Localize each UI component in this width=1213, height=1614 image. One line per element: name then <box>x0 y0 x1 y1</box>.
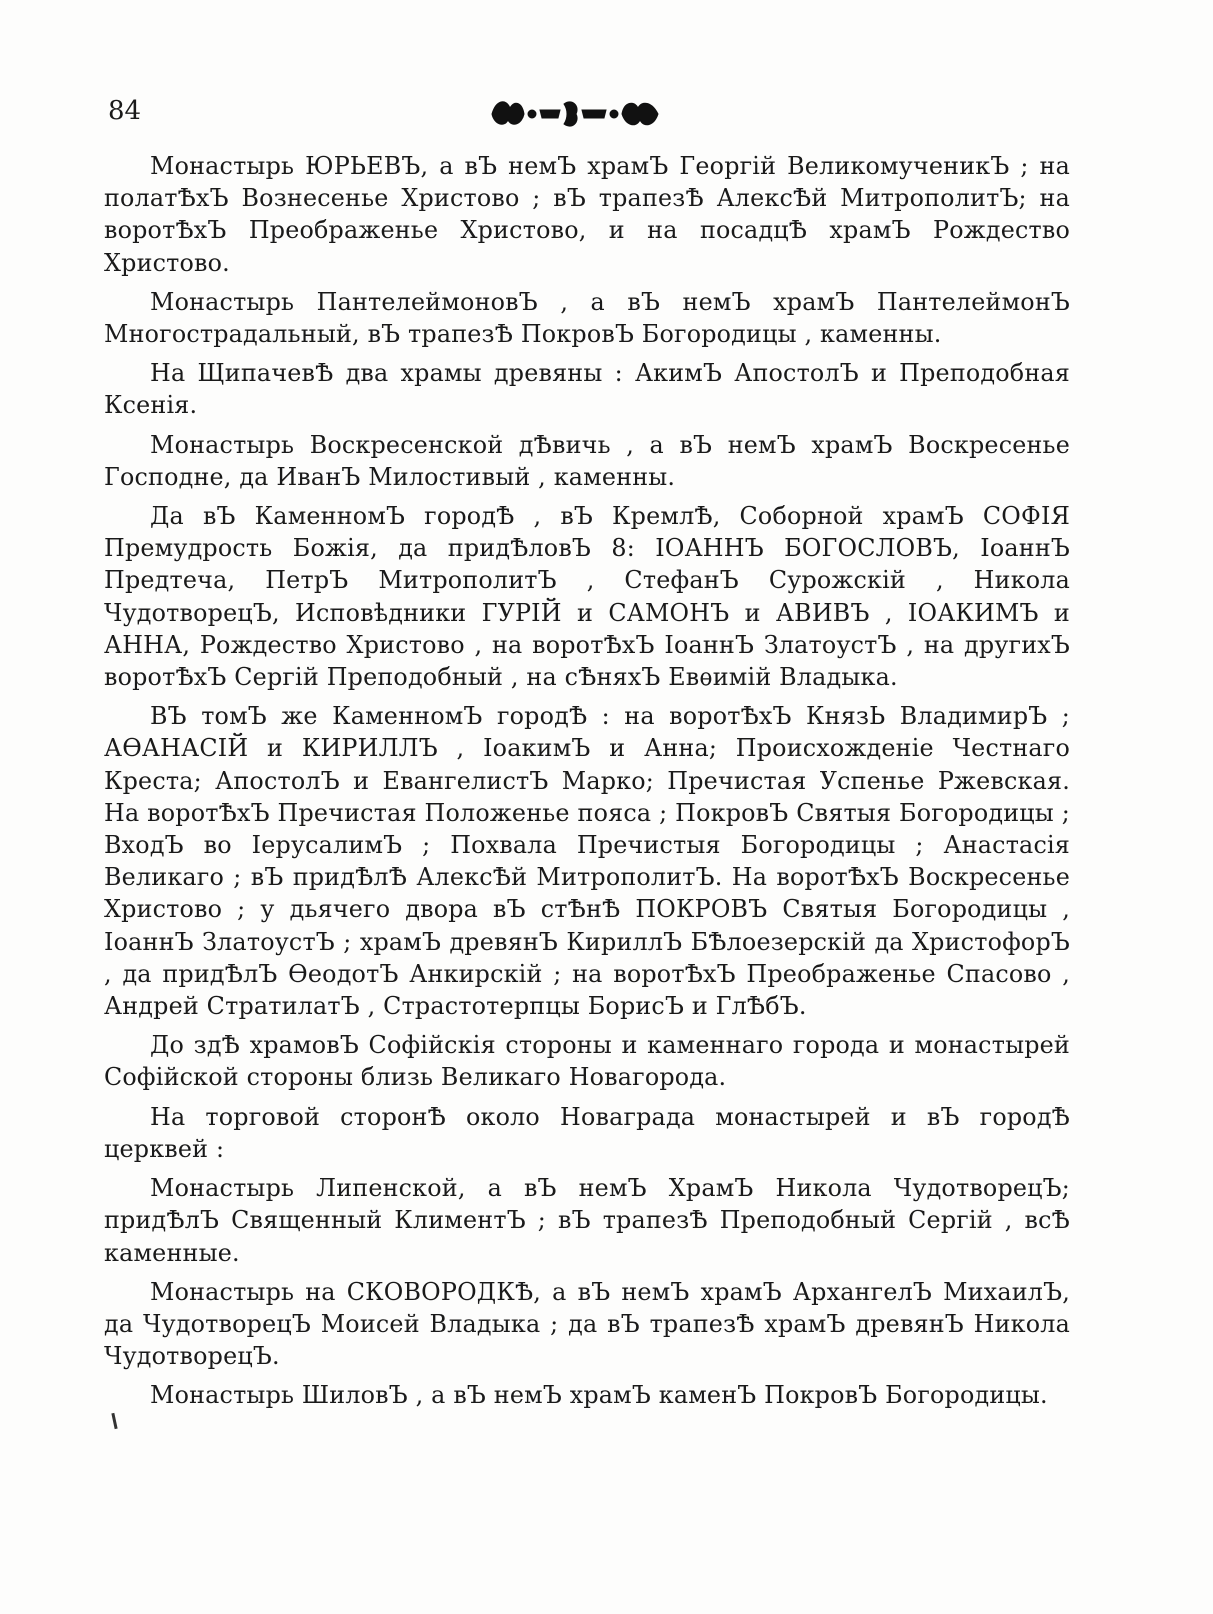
paragraph: Да вЪ КаменномЪ городѢ , вЪ КремлѢ, Соборной храмЪ СОФІЯ Премудрость Божія, да придѢловЪ 8: ІОАННЪ БОГОСЛОВЪ, ІоаннЪ Предтеча, ПетрЪ МитрополитЪ , СтефанЪ Сурожскій , Никола ЧудотворецЪ, Исповѣдники ГУРІЙ и САМОНЪ и АВИВЪ , ІОАКИМЪ и АННА, Рождество Христово , на воротѢхЪ ІоаннЪ ЗлатоустЪ , на другихЪ воротѢхЪ Сергій Преподобный , на сѢняхЪ Евѳимій Владыка. <box>104 502 1070 692</box>
paragraph: ВЪ томЪ же КаменномЪ городѢ : на воротѢхЪ КнязЬ ВладимирЪ ; АѲАНАСІЙ и КИРИЛЛЪ , ІоакимЪ и Анна; Происхожденіе Честнаго Креста; АпостолЪ и ЕвангелистЪ Марко; Пречистая Успенье Ржевская. На воротѢхЪ Пречистая Положенье пояса ; ПокровЪ Святыя Богородицы ; ВходЪ во ІерусалимЪ ; Похвала Пречистыя Богородицы ; Анастасія Великаго ; вЪ придѢлѢ АлексѢй МитрополитЪ. На воротѢхЪ Воскресенье Христово ; у дьячего двора вЪ стѢнѢ ПОКРОВЪ Святыя Богородицы , ІоаннЪ ЗлатоустЪ ; храмЪ древянЪ КириллЪ БѢлоезерскій да ХристофорЪ , да придѢлЪ ѲеодотЪ Анкирскій ; на воротѢхЪ Преображенье Спасово , Андрей СтратилатЪ , Страстотерпцы БорисЪ и ГлѢбЪ. <box>104 702 1070 1021</box>
paragraph: На торговой сторонѢ около Новаграда монастырей и вЪ городѢ церквей : <box>104 1102 1070 1163</box>
paragraph: Монастырь ПантелеймоновЪ , а вЪ немЪ храмЪ ПантелеймонЪ Многострадальный, вЪ трапезѢ ПокровЪ Богородицы , каменны. <box>104 287 1070 349</box>
page-body-text <box>104 150 1070 1419</box>
paragraph: До здѢ храмовЪ Софійскія стороны и каменнаго города и монастырей Софійской стороны близь Великаго Новагорода. <box>104 1031 1070 1092</box>
decorative-header-ornament-icon <box>488 92 663 136</box>
page-number: 84 <box>108 96 142 126</box>
paragraph: На ЩипачевѢ два храмы древяны : АкимЪ АпостолЪ и Преподобная Ксенія. <box>104 359 1070 420</box>
paragraph: Монастырь на СКОВОРОДКѢ, а вЪ немЪ храмЪ АрхангелЪ МихаилЪ, да ЧудотворецЪ Моисей Владыка ; да вЪ трапезѢ храмЪ древянЪ Никола ЧудотворецЪ. <box>104 1277 1070 1371</box>
paragraph: Монастырь Липенской, а вЪ немЪ ХрамЪ Никола ЧудотворецЪ; придѢлЪ Священный КлиментЪ ; вЪ трапезѢ Преподобный Сергій , всѢ каменные. <box>104 1174 1070 1267</box>
paragraph: Монастырь ЮРЬЕВЪ, а вЪ немЪ храмЪ Георгій ВеликомученикЪ ; на полатѢхЪ Вознесенье Христово ; вЪ трапезѢ АлексѢй МитрополитЪ; на воротѢхЪ Преображенье Христово, и на посадцѢ храмЪ Рождество Христово. <box>104 152 1070 277</box>
paragraph: Монастырь Воскресенской дѢвичь , а вЪ немЪ храмЪ Воскресенье Господне, да ИванЪ Милостивый , каменны. <box>104 430 1070 491</box>
paragraph: Монастырь ШиловЪ , а вЪ немЪ храмЪ каменЪ ПокровЪ Богородицы. <box>150 1381 1048 1410</box>
